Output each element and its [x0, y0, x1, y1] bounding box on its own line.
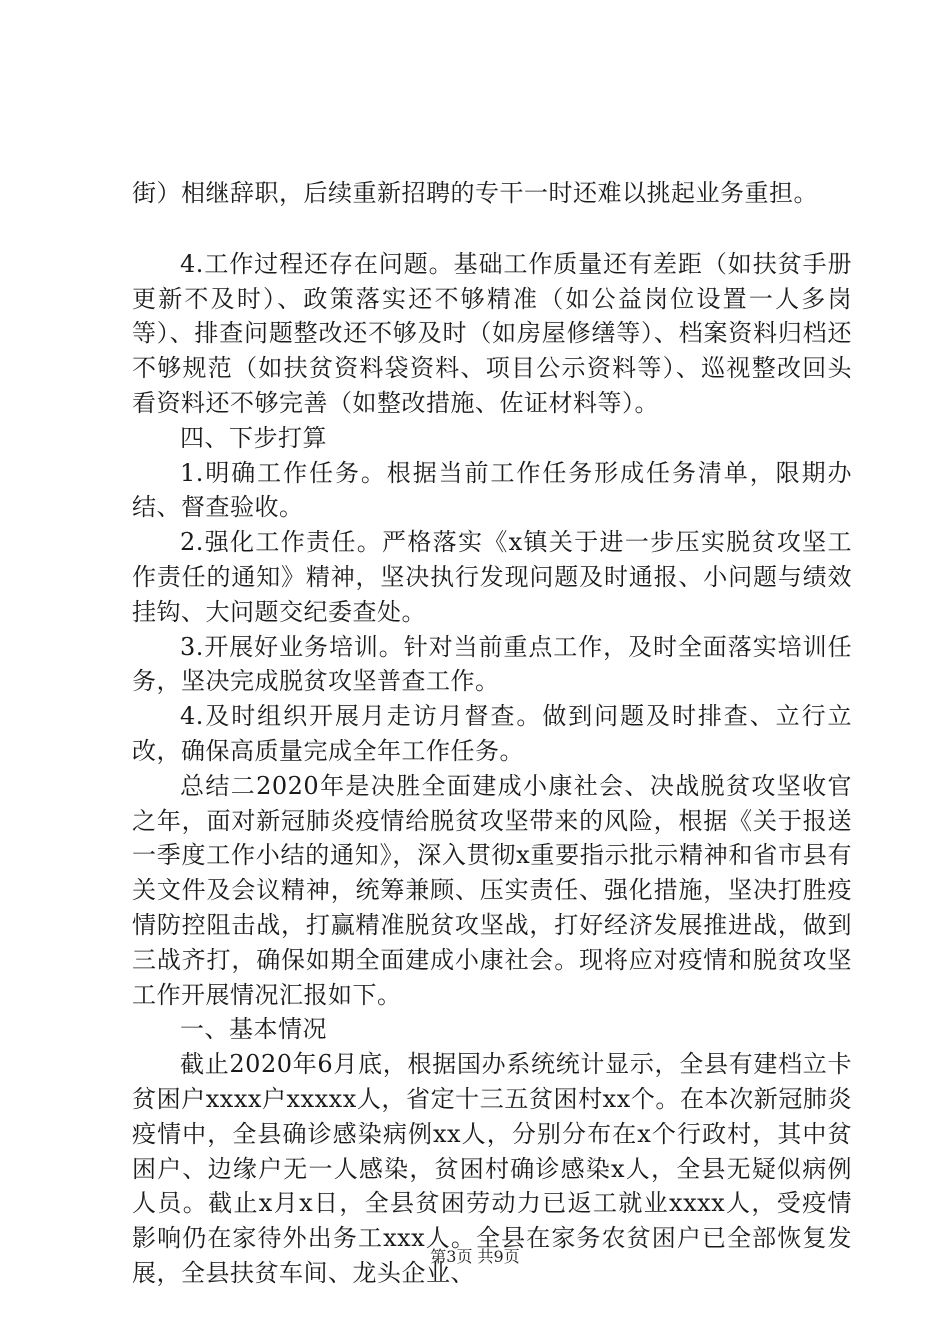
- section-heading-next-steps: 四、下步打算: [180, 423, 327, 452]
- paragraph-summary-two: 总结二2020年是决胜全面建成小康社会、决战脱贫攻坚收官之年，面对新冠肺炎疫情给脱贫攻坚带来的风险，根据《关于报送一季度工作小结的通知》，深入贯彻x重要指示批示精神和省市县有关文件及会议精神，统筹兼顾、压实责任、强化措施，坚决打胜疫情防控阻击战，打赢精准脱贫攻坚战，打好经济发展推进战，做到三战齐打，确保如期全面建成小康社会。现将应对疫情和脱贫攻坚工作开展情况汇报如下。: [132, 771, 852, 1009]
- paragraph-plan-3: 3.开展好业务培训。针对当前重点工作，及时全面落实培训任务，坚决完成脱贫攻坚普查工作。: [132, 632, 852, 696]
- paragraph-problem-4: 4.工作过程还存在问题。基础工作质量还有差距（如扶贫手册更新不及时）、政策落实还不够精准（如公益岗位设置一人多岗等）、排查问题整改还不够及时（如房屋修缮等）、档案资料归档还不够规范（如扶贫资料袋资料、项目公示资料等）、巡视整改回头看资料还不够完善（如整改措施、佐证材料等）。: [132, 249, 852, 417]
- paragraph-continuation: 街）相继辞职，后续重新招聘的专干一时还难以挑起业务重担。: [132, 179, 818, 207]
- paragraph-plan-1: 1.明确工作任务。根据当前工作任务形成任务清单，限期办结、督查验收。: [132, 458, 852, 522]
- page-number-footer: 第3页 共9页: [430, 1247, 520, 1266]
- paragraph-plan-2: 2.强化工作责任。严格落实《x镇关于进一步压实脱贫攻坚工作责任的通知》精神，坚决执行发现问题及时通报、小问题与绩效挂钩、大问题交纪委查处。: [132, 528, 852, 626]
- section-heading-basic-situation: 一、基本情况: [180, 1015, 327, 1044]
- paragraph-basic-situation: 截止2020年6月底，根据国办系统统计显示，全县有建档立卡贫困户xxxx户xxxxx人，省定十三五贫困村xx个。在本次新冠肺炎疫情中，全县确诊感染病例xx人，分别分布在x个行政村，其中贫困户、边缘户无一人感染，贫困村确诊感染x人，全县无疑似病例人员。截止x月x日，全县贫困劳动力已返工就业xxxx人，受疫情影响仍在家待外出务工xxx人。全县在家务农贫困户已全部恢复发展，全县扶贫车间、龙头企业、: [132, 1050, 852, 1287]
- paragraph-plan-4: 4.及时组织开展月走访月督查。做到问题及时排查、立行立改，确保高质量完成全年工作任务。: [132, 702, 852, 765]
- document-body: [132, 176, 852, 1291]
